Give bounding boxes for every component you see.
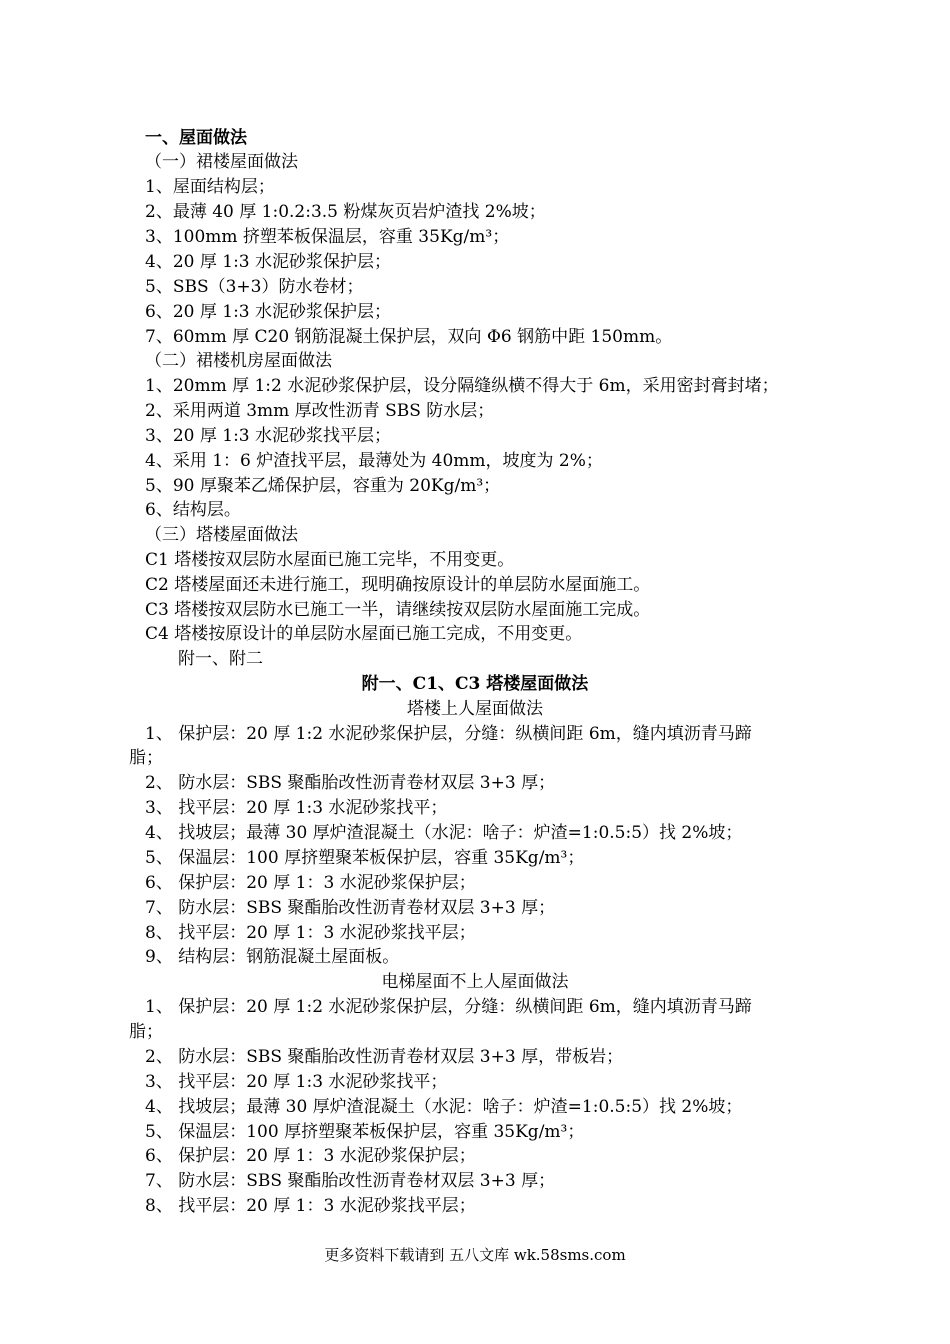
section-heading: （一）裙楼屋面做法 <box>145 152 298 172</box>
list-item: C3 塔楼按双层防水已施工一半，请继续按双层防水屋面施工完成。 <box>145 600 651 620</box>
list-item: 7、60mm 厚 C20 钢筋混凝土保护层，双向 Φ6 钢筋中距 150mm。 <box>145 327 673 347</box>
page-title: 一、屋面做法 <box>145 128 247 148</box>
list-item: 5、90 厚聚苯乙烯保护层，容重为 20Kg/m³； <box>145 476 501 496</box>
list-item: 2、 防水层：SBS 聚酯胎改性沥青卷材双层 3+3 厚； <box>145 773 556 793</box>
appendix-title: 附一、C1、C3 塔楼屋面做法 <box>361 674 589 694</box>
list-item: 1、 保护层：20 厚 1:2 水泥砂浆保护层，分缝：纵横间距 6m，缝内填沥青马蹄 <box>145 997 752 1017</box>
subsection-title: 塔楼上人屋面做法 <box>407 699 543 719</box>
list-item: 1、20mm 厚 1:2 水泥砂浆保护层，设分隔缝纵横不得大于 6m，采用密封膏封堵； <box>145 376 779 396</box>
list-item: 4、采用 1：6 炉渣找平层，最薄处为 40mm，坡度为 2%； <box>145 451 603 471</box>
list-item: 9、 结构层：钢筋混凝土屋面板。 <box>145 947 400 967</box>
list-item: 6、 保护层：20 厚 1：3 水泥砂浆保护层； <box>145 1146 476 1166</box>
list-item-continuation: 脂； <box>129 748 163 768</box>
list-item: 2、采用两道 3mm 厚改性沥青 SBS 防水层； <box>145 401 495 421</box>
list-item: 6、20 厚 1:3 水泥砂浆保护层； <box>145 302 392 322</box>
section-heading: （三）塔楼屋面做法 <box>145 525 298 545</box>
list-item: C1 塔楼按双层防水屋面已施工完毕，不用变更。 <box>145 550 515 570</box>
list-item: 4、 找坡层；最薄 30 厚炉渣混凝土（水泥：啥子：炉渣=1:0.5:5）找 2%坡； <box>145 1097 743 1117</box>
list-item: 1、 保护层：20 厚 1:2 水泥砂浆保护层，分缝：纵横间距 6m，缝内填沥青马蹄 <box>145 724 752 744</box>
list-item: 7、 防水层：SBS 聚酯胎改性沥青卷材双层 3+3 厚； <box>145 1171 556 1191</box>
page-footer: 更多资料下载请到 五八文库 wk.58sms.com <box>324 1246 626 1264</box>
list-item: 3、 找平层：20 厚 1:3 水泥砂浆找平； <box>145 798 448 818</box>
list-item: 2、 防水层：SBS 聚酯胎改性沥青卷材双层 3+3 厚，带板岩； <box>145 1047 624 1067</box>
list-item: 5、SBS（3+3）防水卷材； <box>145 277 364 297</box>
list-item: 4、 找坡层；最薄 30 厚炉渣混凝土（水泥：啥子：炉渣=1:0.5:5）找 2%坡； <box>145 823 743 843</box>
list-item: 2、最薄 40 厚 1:0.2:3.5 粉煤灰页岩炉渣找 2%坡； <box>145 202 546 222</box>
list-item: 6、结构层。 <box>145 500 241 520</box>
attachment-note: 附一、附二 <box>178 649 263 669</box>
list-item: 4、20 厚 1:3 水泥砂浆保护层； <box>145 252 392 272</box>
list-item: 3、20 厚 1:3 水泥砂浆找平层； <box>145 426 392 446</box>
list-item: 5、 保温层：100 厚挤塑聚苯板保护层，容重 35Kg/m³； <box>145 1122 585 1142</box>
list-item: 3、 找平层：20 厚 1:3 水泥砂浆找平； <box>145 1072 448 1092</box>
list-item: 6、 保护层：20 厚 1：3 水泥砂浆保护层； <box>145 873 476 893</box>
subsection-title: 电梯屋面不上人屋面做法 <box>381 972 569 992</box>
list-item: C2 塔楼屋面还未进行施工，现明确按原设计的单层防水屋面施工。 <box>145 575 651 595</box>
list-item: C4 塔楼按原设计的单层防水屋面已施工完成，不用变更。 <box>145 624 583 644</box>
list-item: 8、 找平层：20 厚 1：3 水泥砂浆找平层； <box>145 1196 476 1216</box>
list-item: 7、 防水层：SBS 聚酯胎改性沥青卷材双层 3+3 厚； <box>145 898 556 918</box>
list-item-continuation: 脂； <box>129 1022 163 1042</box>
list-item: 5、 保温层：100 厚挤塑聚苯板保护层，容重 35Kg/m³； <box>145 848 585 868</box>
list-item: 8、 找平层：20 厚 1：3 水泥砂浆找平层； <box>145 923 476 943</box>
list-item: 1、屋面结构层； <box>145 177 275 197</box>
list-item: 3、100mm 挤塑苯板保温层，容重 35Kg/m³； <box>145 227 510 247</box>
section-heading: （二）裙楼机房屋面做法 <box>145 351 332 371</box>
